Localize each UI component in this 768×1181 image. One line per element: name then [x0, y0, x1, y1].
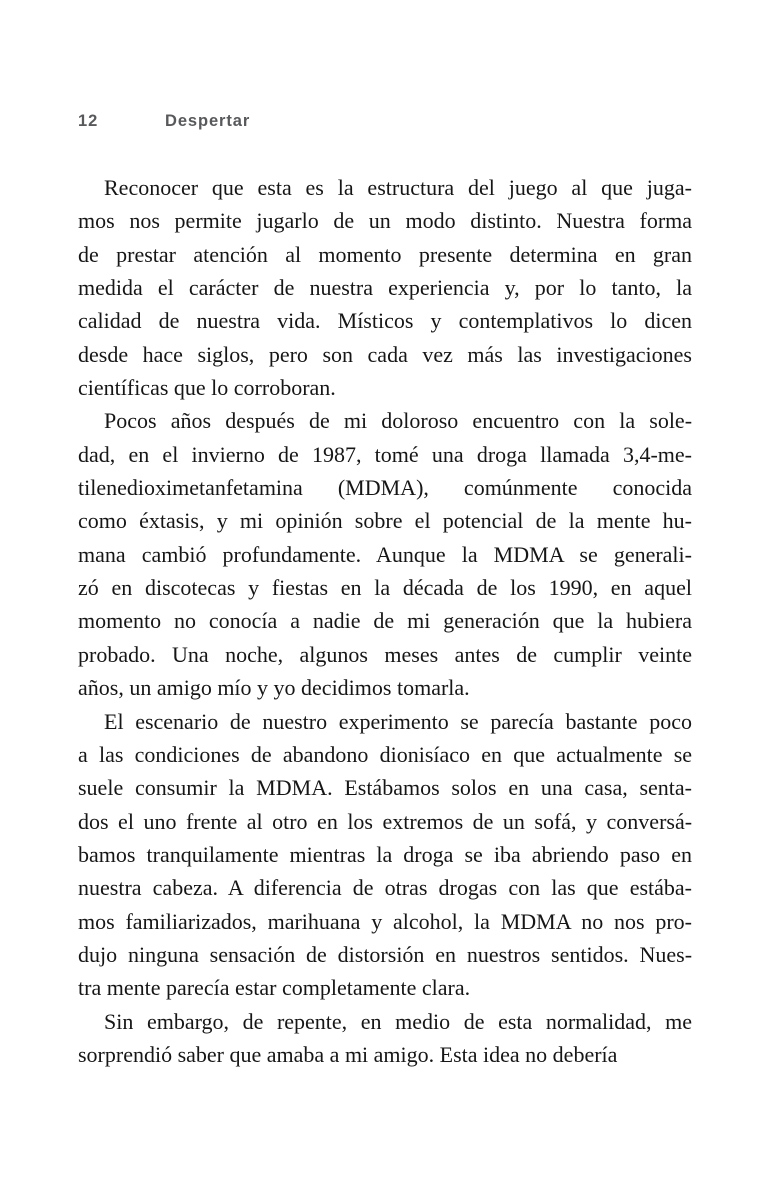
running-header-title: Despertar	[165, 112, 251, 130]
text-line: Sin embargo, de repente, en medio de esta normalidad, me	[104, 1008, 693, 1034]
paragraph	[78, 1005, 692, 1072]
text-line: nuestra cabeza. A diferencia de otras drogas con las que estába-	[78, 875, 692, 901]
paragraph	[78, 171, 692, 404]
text-line: mana cambió profundamente. Aunque la MDMA se generali-	[78, 541, 692, 567]
text-line: mos nos permite jugarlo de un modo distinto. Nuestra forma	[78, 208, 693, 234]
text-line: Pocos años después de mi doloroso encuentro con la sole-	[104, 408, 693, 434]
text-line: momento no conocía a nadie de mi generación que la hubiera	[78, 608, 693, 634]
text-line: calidad de nuestra vida. Místicos y contemplativos lo dicen	[78, 308, 693, 334]
text-line: sorprendió saber que amaba a mi amigo. Esta idea no debería	[78, 1041, 618, 1067]
text-line: zó en discotecas y fiestas en la década de los 1990, en aquel	[78, 575, 692, 601]
text-line: de prestar atención al momento presente determina en gran	[78, 241, 693, 267]
text-line: probado. Una noche, algunos meses antes de cumplir veinte	[78, 641, 692, 667]
text-line: tilenedioximetanfetamina (MDMA), comúnmente conocida	[78, 475, 693, 501]
text-line: a las condiciones de abandono dionisíaco en que actualmente se	[78, 741, 693, 767]
paragraph	[78, 705, 692, 1005]
text-line: científicas que lo corroboran.	[78, 375, 336, 401]
text-line: El escenario de nuestro experimento se parecía bastante poco	[104, 708, 692, 734]
text-line: mos familiarizados, marihuana y alcohol, la MDMA no nos pro-	[78, 908, 692, 934]
text-line: tra mente parecía estar completamente clara.	[78, 975, 471, 1001]
text-block	[78, 171, 692, 1071]
text-line: Reconocer que esta es la estructura del juego al que juga-	[104, 175, 692, 200]
text-line: dad, en el invierno de 1987, tomé una droga llamada 3,4-me-	[78, 441, 692, 467]
text-line: dujo ninguna sensación de distorsión en nuestros sentidos. Nues-	[78, 941, 693, 967]
text-line: bamos tranquilamente mientras la droga se iba abriendo paso en	[78, 841, 692, 867]
text-line: años, un amigo mío y yo decidimos tomarla.	[78, 675, 470, 701]
paragraph	[78, 404, 692, 704]
text-line: medida el carácter de nuestra experiencia y, por lo tanto, la	[78, 275, 692, 301]
text-line: dos el uno frente al otro en los extremos de un sofá, y conversá-	[78, 808, 693, 834]
text-line: suele consumir la MDMA. Estábamos solos en una casa, senta-	[78, 775, 692, 801]
page-number: 12	[78, 112, 99, 130]
page-header	[78, 112, 692, 134]
text-line: como éxtasis, y mi opinión sobre el potencial de la mente hu-	[78, 508, 693, 534]
text-line: desde hace siglos, pero son cada vez más las investigaciones	[78, 341, 692, 367]
